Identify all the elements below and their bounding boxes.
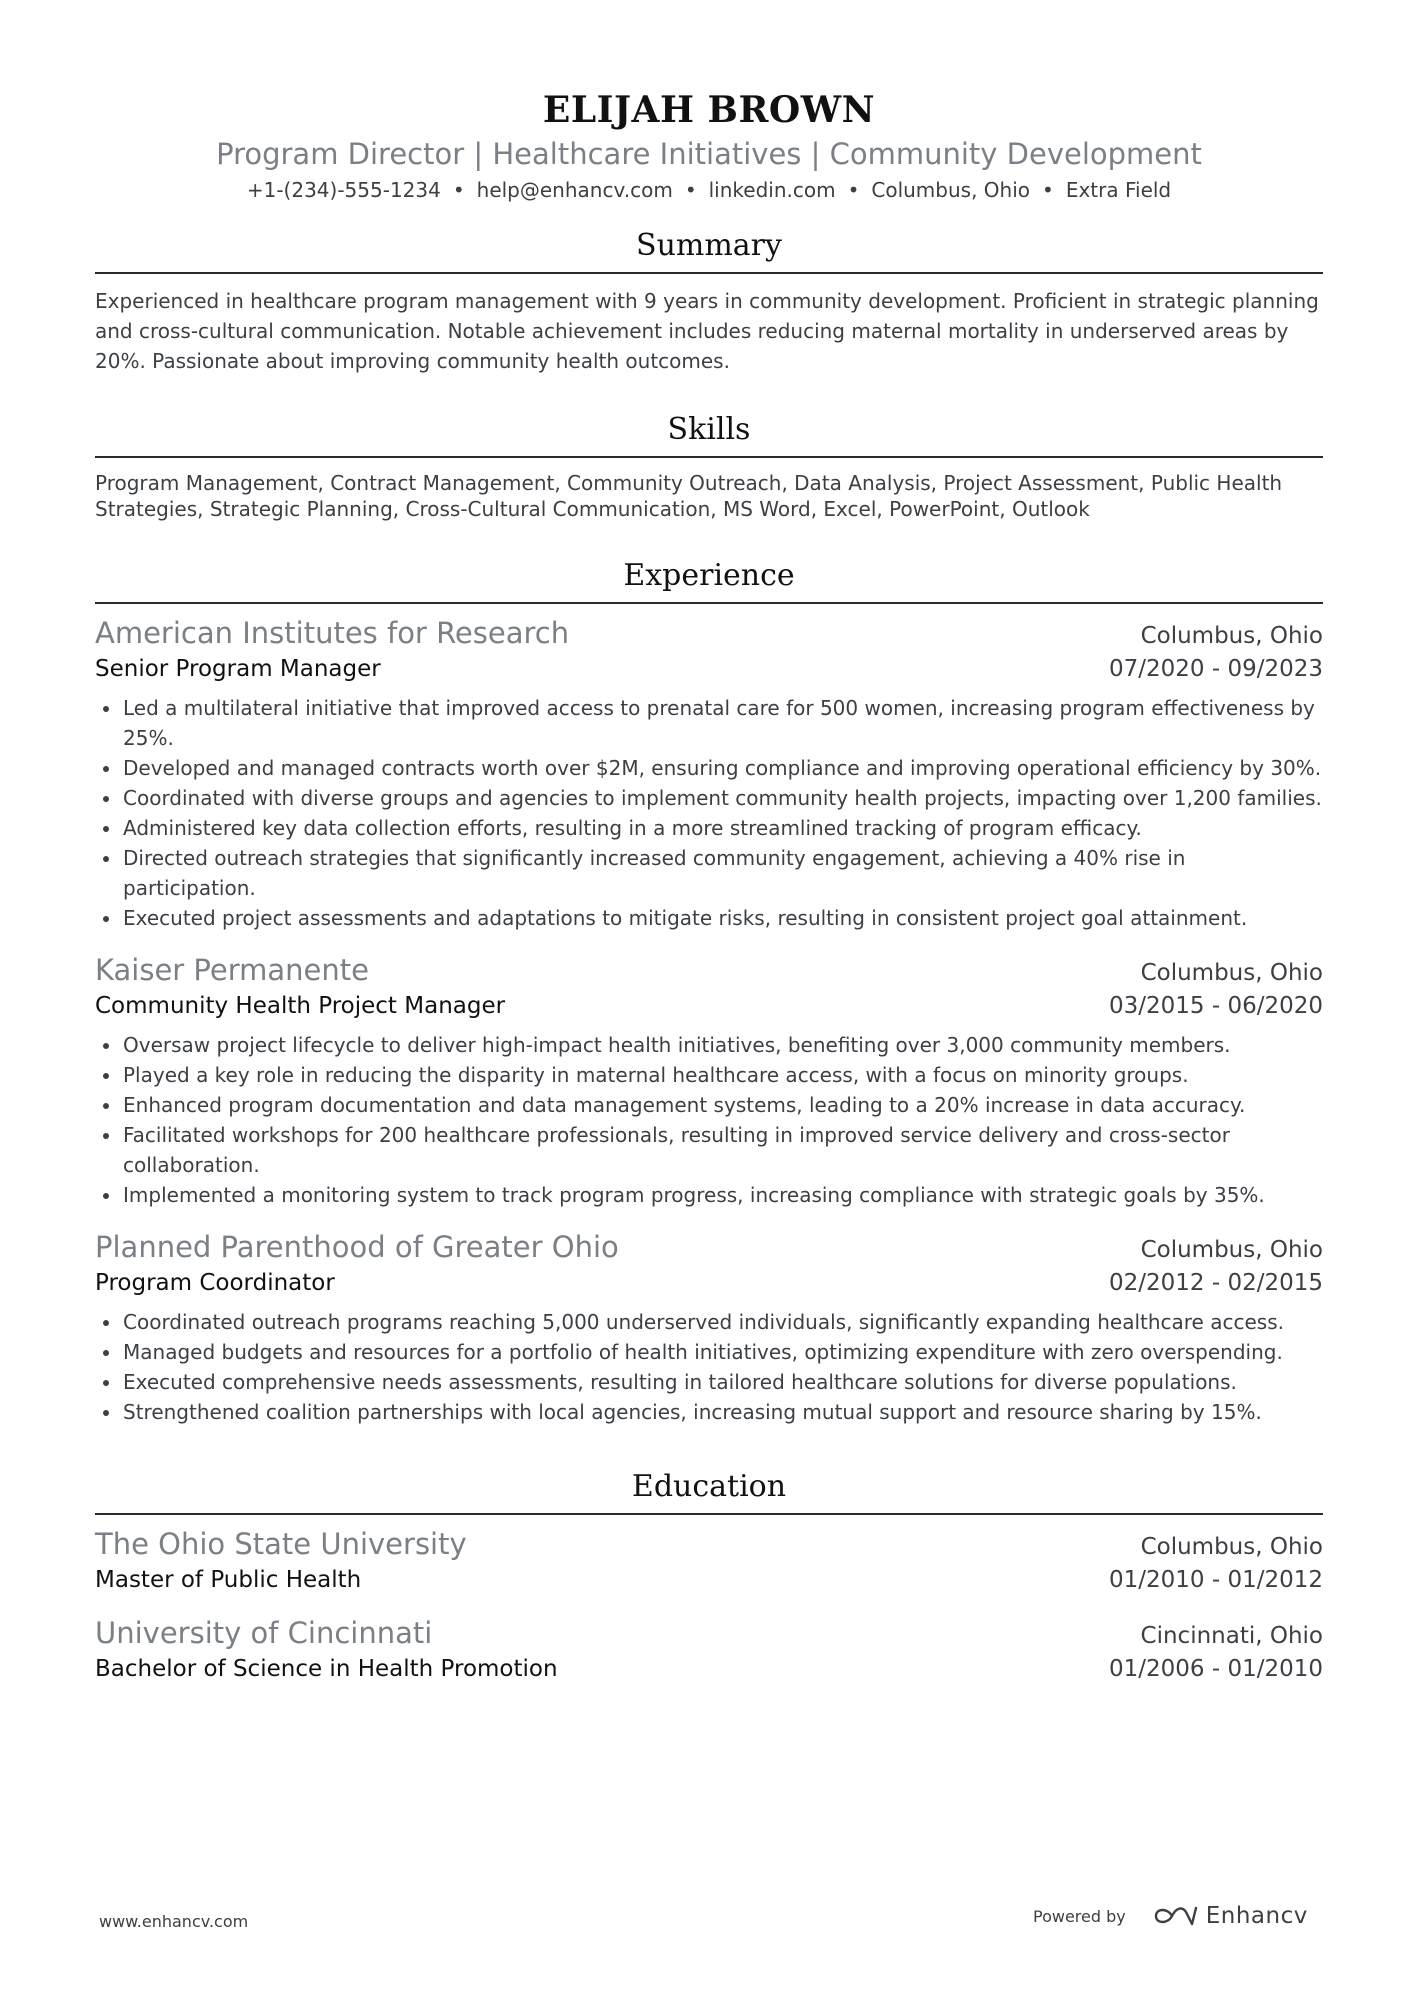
resume-page — [95, 0, 1323, 1685]
enhancv-logo-icon — [1152, 1902, 1198, 1930]
school-location: Cincinnati, Ohio — [1140, 1623, 1323, 1649]
list-item: Executed project assessments and adaptations to mitigate risks, resulting in consistent project goal attainment. — [95, 903, 1323, 933]
bullet-separator: • — [1042, 178, 1054, 202]
job-dates: 03/2015 - 06/2020 — [1108, 993, 1323, 1019]
education-section — [95, 1467, 1323, 1685]
list-item: Developed and managed contracts worth over $2M, ensuring compliance and improving operational efficiency by 30%. — [95, 753, 1323, 783]
job-bullets — [95, 1307, 1323, 1427]
skills-heading: Skills — [667, 412, 751, 447]
education-entry — [95, 1525, 1323, 1596]
degree-name: Master of Public Health — [95, 1567, 362, 1593]
job-location: Columbus, Ohio — [1140, 1237, 1323, 1263]
job-location: Columbus, Ohio — [1140, 623, 1323, 649]
job-bullets — [95, 693, 1323, 933]
experience-entry — [95, 614, 1323, 933]
skills-section — [95, 410, 1323, 522]
summary-text: Experienced in healthcare program management with 9 years in community development. Proficient in strategic planning and cross-cultural communication. Notable achievement includes reducing maternal mortality in underserved areas by 20%. Passionate about improving community health outcomes. — [95, 289, 1319, 373]
section-divider — [95, 456, 1323, 458]
list-item: Coordinated outreach programs reaching 5,000 underserved individuals, significantly expanding healthcare access. — [95, 1307, 1323, 1337]
experience-entry — [95, 951, 1323, 1210]
job-dates: 02/2012 - 02/2015 — [1108, 1270, 1323, 1296]
list-item: Oversaw project lifecycle to deliver high-impact health initiatives, benefiting over 3,000 community members. — [95, 1030, 1323, 1060]
education-dates: 01/2010 - 01/2012 — [1108, 1567, 1323, 1593]
bullet-separator: • — [452, 178, 465, 202]
job-location: Columbus, Ohio — [1140, 960, 1323, 986]
list-item: Facilitated workshops for 200 healthcare professionals, resulting in improved service delivery and cross-sector collaboration. — [95, 1120, 1323, 1180]
section-divider — [95, 602, 1323, 604]
school-name: The Ohio State University — [95, 1527, 467, 1561]
list-item: Executed comprehensive needs assessments, resulting in tailored healthcare solutions for diverse populations. — [95, 1367, 1323, 1397]
contact-location: Columbus, Ohio — [871, 178, 1031, 202]
contact-email[interactable]: help@enhancv.com — [476, 178, 673, 202]
job-role: Program Coordinator — [95, 1270, 335, 1296]
bullet-separator: • — [847, 178, 860, 202]
list-item: Managed budgets and resources for a portfolio of health initiatives, optimizing expenditure with zero overspending. — [95, 1337, 1323, 1367]
list-item: Enhanced program documentation and data management systems, leading to a 20% increase in data accuracy. — [95, 1090, 1323, 1120]
summary-heading: Summary — [636, 228, 782, 263]
degree-name: Bachelor of Science in Health Promotion — [95, 1656, 558, 1682]
candidate-name: ELIJAH BROWN — [542, 89, 876, 131]
section-divider — [95, 1513, 1323, 1515]
list-item: Administered key data collection efforts, resulting in a more streamlined tracking of program efficacy. — [95, 813, 1323, 843]
company-name: American Institutes for Research — [95, 616, 570, 650]
section-divider — [95, 272, 1323, 274]
job-role: Community Health Project Manager — [95, 993, 506, 1019]
footer-website-link[interactable]: www.enhancv.com — [99, 1912, 249, 1931]
list-item: Led a multilateral initiative that improved access to prenatal care for 500 women, increasing program effectiveness by 25%. — [95, 693, 1323, 753]
company-name: Planned Parenthood of Greater Ohio — [95, 1230, 619, 1264]
footer-branding[interactable] — [1033, 1902, 1308, 1930]
education-dates: 01/2006 - 01/2010 — [1108, 1656, 1323, 1682]
school-location: Columbus, Ohio — [1140, 1534, 1323, 1560]
contact-linkedin[interactable]: linkedin.com — [708, 178, 836, 202]
experience-section — [95, 556, 1323, 1427]
school-name: University of Cincinnati — [95, 1616, 433, 1650]
contact-line — [95, 176, 1323, 204]
contact-extra-field: Extra Field — [1065, 178, 1172, 202]
candidate-title: Program Director | Healthcare Initiatives | Community Development — [216, 137, 1202, 171]
job-dates: 07/2020 - 09/2023 — [1108, 656, 1323, 682]
list-item: Directed outreach strategies that significantly increased community engagement, achieving a 40% rise in participation. — [95, 843, 1323, 903]
education-heading: Education — [631, 1469, 787, 1504]
list-item: Coordinated with diverse groups and agencies to implement community health projects, impacting over 1,200 families. — [95, 783, 1323, 813]
job-role: Senior Program Manager — [95, 656, 381, 682]
list-item: Strengthened coalition partnerships with local agencies, increasing mutual support and resource sharing by 15%. — [95, 1397, 1323, 1427]
contact-phone: +1-(234)-555-1234 — [246, 178, 441, 202]
bullet-separator: • — [684, 178, 697, 202]
experience-heading: Experience — [623, 558, 795, 593]
summary-section — [95, 226, 1323, 376]
skills-text: Program Management, Contract Management, Community Outreach, Data Analysis, Project Assessment, Public Health Strategies, Strategic Planning, Cross-Cultural Communication, MS Word, Excel, PowerPoint, Outlook — [95, 471, 1283, 521]
list-item: Played a key role in reducing the disparity in maternal healthcare access, with a focus on minority groups. — [95, 1060, 1323, 1090]
powered-by-label: Powered by — [1033, 1906, 1126, 1926]
brand-name: Enhancv — [1205, 1903, 1308, 1929]
company-name: Kaiser Permanente — [95, 953, 369, 987]
list-item: Implemented a monitoring system to track program progress, increasing compliance with strategic goals by 35%. — [95, 1180, 1323, 1210]
experience-entry — [95, 1228, 1323, 1427]
job-bullets — [95, 1030, 1323, 1210]
education-entry — [95, 1614, 1323, 1685]
